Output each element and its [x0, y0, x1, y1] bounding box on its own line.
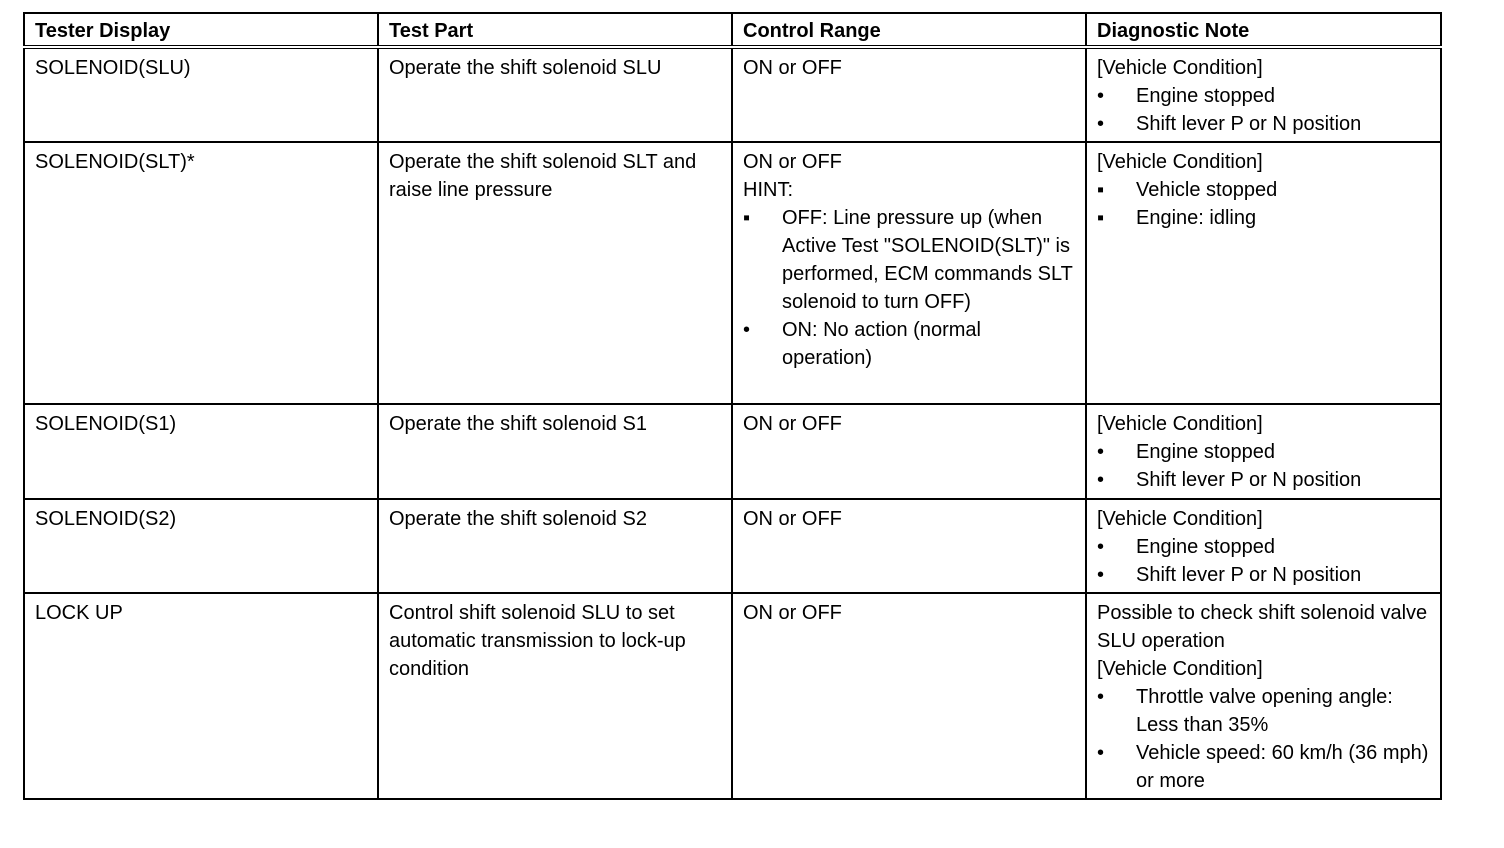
table-row: [24, 404, 1441, 499]
table-header-row: [24, 13, 1441, 47]
table-row: [24, 593, 1441, 799]
bullet-icon: •: [1097, 85, 1105, 107]
bullet-icon: •: [1097, 469, 1105, 491]
note-bullet-list: [1097, 176, 1430, 232]
control-range-cell: ON or OFF: [732, 404, 1086, 499]
tester-display-cell: SOLENOID(S1): [24, 404, 378, 499]
header-control-range: Control Range: [732, 13, 1086, 47]
list-item: [1097, 110, 1430, 138]
square-bullet-icon: ▪: [1097, 179, 1105, 201]
test-part-cell: Operate the shift solenoid SLT and raise line pressure: [378, 142, 732, 404]
note-lead: [Vehicle Condition]: [1097, 57, 1263, 79]
bullet-icon: •: [1097, 686, 1105, 708]
test-part-cell: Operate the shift solenoid S2: [378, 499, 732, 593]
table-row: [24, 499, 1441, 593]
list-item: [1097, 176, 1430, 204]
header-tester-display: Tester Display: [24, 13, 378, 47]
list-item: [1097, 683, 1430, 739]
list-item: [1097, 561, 1430, 589]
header-test-part: Test Part: [378, 13, 732, 47]
tester-display-cell: SOLENOID(SLT)*: [24, 142, 378, 404]
list-item: [1097, 204, 1430, 232]
bullet-icon: •: [1097, 742, 1105, 764]
test-part-cell: Operate the shift solenoid SLU: [378, 47, 732, 142]
hint-bullet-text: OFF: Line pressure up (when Active Test "SOLENOID(SLT)" is performed, ECM commands SLT solenoid to turn OFF): [782, 207, 1073, 313]
note-bullet-text: Engine stopped: [1136, 85, 1276, 107]
list-item: [743, 316, 1075, 372]
hint-bullet-list: [743, 204, 1075, 372]
list-item: [1097, 739, 1430, 795]
diagnostic-note-cell: [1086, 47, 1441, 142]
note-lead: [Vehicle Condition]: [1097, 658, 1263, 680]
diagnostic-note-cell: [1086, 404, 1441, 499]
control-range-value: ON or OFF: [743, 151, 842, 173]
note-bullet-text: Shift lever P or N position: [1136, 113, 1362, 135]
diagnostic-note-cell: [1086, 499, 1441, 593]
hint-label: HINT:: [743, 179, 793, 201]
control-range-cell: ON or OFF: [732, 593, 1086, 799]
note-bullet-text: Shift lever P or N position: [1136, 564, 1362, 586]
bullet-icon: •: [1097, 564, 1105, 586]
bullet-icon: •: [1097, 536, 1105, 558]
list-item: [743, 204, 1075, 316]
list-item: [1097, 466, 1430, 494]
note-bullet-text: Engine stopped: [1136, 441, 1276, 463]
bullet-icon: •: [1097, 113, 1105, 135]
bullet-icon: •: [1097, 441, 1105, 463]
test-part-cell: Control shift solenoid SLU to set automatic transmission to lock-up condition: [378, 593, 732, 799]
note-lead: [Vehicle Condition]: [1097, 508, 1263, 530]
hint-bullet-text: ON: No action (normal operation): [782, 319, 981, 369]
table-row: [24, 47, 1441, 142]
note-intro: Possible to check shift solenoid valve SLU operation: [1097, 602, 1433, 652]
test-part-cell: Operate the shift solenoid S1: [378, 404, 732, 499]
note-bullet-list: [1097, 533, 1430, 589]
note-bullet-text: Engine stopped: [1136, 536, 1276, 558]
note-bullet-list: [1097, 438, 1430, 494]
active-test-table: [23, 12, 1442, 800]
table-row: [24, 142, 1441, 404]
diagnostic-note-cell: [1086, 593, 1441, 799]
control-range-cell: ON or OFF: [732, 499, 1086, 593]
tester-display-cell: SOLENOID(S2): [24, 499, 378, 593]
note-bullet-text: Shift lever P or N position: [1136, 469, 1362, 491]
control-range-cell: ON or OFF: [732, 47, 1086, 142]
list-item: [1097, 438, 1430, 466]
list-item: [1097, 82, 1430, 110]
bullet-icon: •: [743, 319, 751, 341]
list-item: [1097, 533, 1430, 561]
square-bullet-icon: ▪: [743, 207, 751, 229]
note-lead: [Vehicle Condition]: [1097, 151, 1263, 173]
header-diagnostic-note: Diagnostic Note: [1086, 13, 1441, 47]
note-bullet-text: Vehicle speed: 60 km/h (36 mph) or more: [1136, 742, 1429, 792]
diagnostic-note-cell: [1086, 142, 1441, 404]
note-bullet-text: Vehicle stopped: [1136, 179, 1278, 201]
note-bullet-text: Engine: idling: [1136, 207, 1257, 229]
control-range-cell: [732, 142, 1086, 404]
tester-display-cell: SOLENOID(SLU): [24, 47, 378, 142]
square-bullet-icon: ▪: [1097, 207, 1105, 229]
note-bullet-list: [1097, 82, 1430, 138]
note-bullet-list: [1097, 683, 1430, 795]
note-lead: [Vehicle Condition]: [1097, 413, 1263, 435]
tester-display-cell: LOCK UP: [24, 593, 378, 799]
note-bullet-text: Throttle valve opening angle: Less than 35%: [1136, 686, 1393, 736]
